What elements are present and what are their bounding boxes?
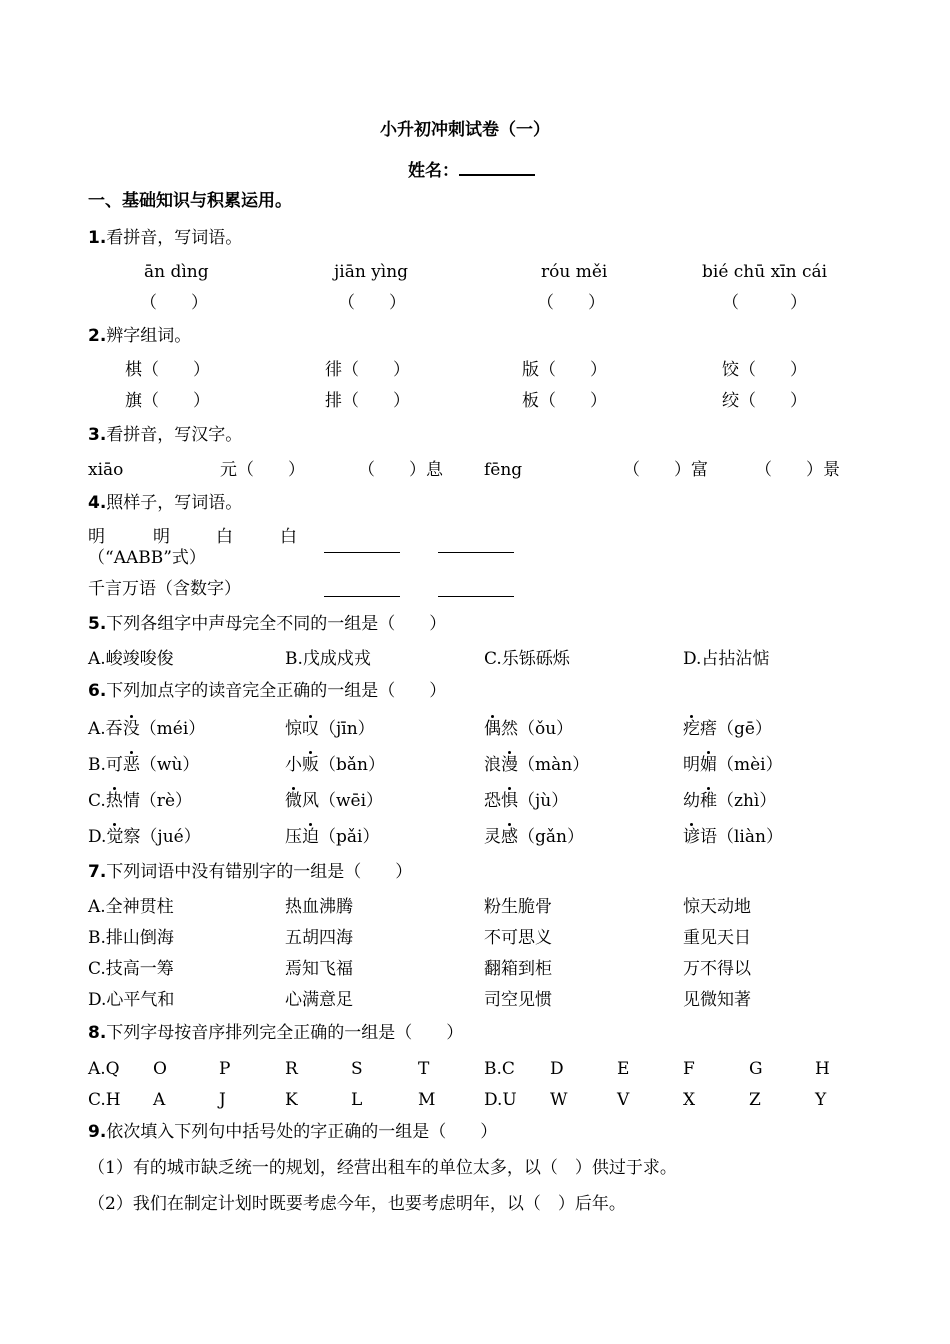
pinyin-xiao: xiāo bbox=[88, 460, 124, 480]
option bbox=[484, 755, 589, 775]
answer-bracket[interactable]: （ ） bbox=[537, 293, 605, 313]
option[interactable]: A.峻竣唆俊 bbox=[88, 649, 174, 669]
option-text: 察（jué） bbox=[123, 827, 201, 847]
option bbox=[683, 791, 776, 811]
letter-item: D.U bbox=[484, 1090, 517, 1110]
letter-item: A bbox=[153, 1090, 166, 1110]
question-text: 下列加点字的读音完全正确的一组是（ ） bbox=[106, 681, 447, 701]
option bbox=[88, 755, 199, 775]
dotted-char: 媚 bbox=[700, 755, 717, 775]
example-char: 明 bbox=[88, 527, 105, 547]
dotted-char: 偶 bbox=[484, 719, 501, 739]
option-text: 明 bbox=[683, 755, 700, 775]
letter-item: M bbox=[418, 1090, 436, 1110]
dotted-char: 漫 bbox=[501, 755, 518, 775]
letter-item: R bbox=[285, 1059, 298, 1079]
pinyin-2: jiān yìng bbox=[334, 262, 409, 282]
option-word: 司空见惯 bbox=[484, 990, 552, 1010]
option-text: （pǎi） bbox=[319, 827, 380, 847]
question-text: 下列字母按音序排列完全正确的一组是（ ） bbox=[106, 1023, 464, 1043]
section-heading: 一、基础知识与积累运用。 bbox=[88, 191, 292, 211]
option-word: 不可思义 bbox=[484, 928, 552, 948]
option-word: B.排山倒海 bbox=[88, 928, 174, 948]
dotted-char: 谚 bbox=[683, 827, 700, 847]
example-note: （“AABB”式） bbox=[88, 548, 206, 568]
dotted-char: 热 bbox=[105, 791, 123, 811]
dotted-char: 贩 bbox=[302, 755, 319, 775]
question-text: 下列各组字中声母完全不同的一组是（ ） bbox=[106, 614, 447, 634]
dotted-char: 疙 bbox=[683, 719, 700, 739]
pinyin-feng: fēng bbox=[484, 460, 523, 480]
option-word: 见微知著 bbox=[683, 990, 751, 1010]
letter-item: A.Q bbox=[88, 1059, 120, 1079]
letter-item: Y bbox=[815, 1090, 827, 1110]
option-text: （wù） bbox=[139, 755, 200, 775]
option-text: 情（rè） bbox=[122, 791, 192, 811]
option bbox=[484, 791, 568, 811]
option-text: （bǎn） bbox=[319, 755, 385, 775]
option-word: C.技高一筹 bbox=[88, 959, 174, 979]
question-number: 1. bbox=[88, 228, 107, 248]
letter-item: O bbox=[153, 1059, 167, 1079]
option bbox=[484, 719, 573, 739]
letter-item: E bbox=[617, 1059, 630, 1079]
answer-blank[interactable] bbox=[324, 582, 400, 602]
dotted-char: 觉 bbox=[106, 827, 124, 847]
name-label: 姓名： bbox=[408, 161, 459, 181]
option-text: （jù） bbox=[518, 791, 569, 811]
option bbox=[285, 719, 375, 739]
word-item: 饺（ ） bbox=[722, 360, 807, 380]
option-text: 幼 bbox=[683, 791, 700, 811]
option-word: 重见天日 bbox=[683, 928, 751, 948]
word-item: 版（ ） bbox=[522, 360, 607, 380]
fill-item: （ ）景 bbox=[755, 460, 840, 480]
letter-item: K bbox=[285, 1090, 298, 1110]
letter-item: F bbox=[683, 1059, 695, 1079]
answer-blank[interactable] bbox=[438, 582, 514, 602]
option-word: 焉知飞福 bbox=[285, 959, 353, 979]
answer-bracket[interactable]: （ ） bbox=[140, 293, 208, 313]
option-word: A.全神贯柱 bbox=[88, 897, 174, 917]
letter-item: W bbox=[550, 1090, 568, 1110]
name-field bbox=[408, 156, 535, 181]
dotted-char: 迫 bbox=[302, 827, 319, 847]
question-number: 3. bbox=[88, 425, 107, 445]
word-item: 旗（ ） bbox=[125, 391, 210, 411]
dotted-char: 稚 bbox=[700, 791, 717, 811]
pinyin-3: róu měi bbox=[541, 262, 608, 282]
question-7 bbox=[88, 862, 412, 882]
question-3 bbox=[88, 425, 242, 445]
option bbox=[683, 719, 772, 739]
letter-item: Z bbox=[749, 1090, 761, 1110]
option-word: 热血沸腾 bbox=[285, 897, 353, 917]
example-char: 明 bbox=[153, 527, 170, 547]
letter-item: J bbox=[219, 1090, 226, 1110]
word-item: 板（ ） bbox=[522, 391, 607, 411]
question-text: 看拼音，写汉字。 bbox=[106, 425, 243, 445]
option-text: C. bbox=[88, 791, 106, 811]
example-char: 白 bbox=[216, 527, 233, 547]
option-text: B.可 bbox=[88, 755, 123, 775]
option-word: 翻箱到柜 bbox=[484, 959, 552, 979]
option bbox=[88, 827, 201, 847]
dotted-char: 感 bbox=[501, 827, 518, 847]
fill-item: （ ）息 bbox=[358, 460, 443, 480]
option[interactable]: B.戊成戍戎 bbox=[285, 649, 371, 669]
example-char: 白 bbox=[280, 527, 297, 547]
option bbox=[285, 791, 383, 811]
dotted-char: 叹 bbox=[302, 719, 319, 739]
answer-blank[interactable] bbox=[438, 538, 514, 558]
option-text: 风（wēi） bbox=[302, 791, 384, 811]
letter-item: C.H bbox=[88, 1090, 121, 1110]
question-2 bbox=[88, 326, 191, 346]
question-1 bbox=[88, 228, 242, 248]
option-word: D.心平气和 bbox=[88, 990, 175, 1010]
option-text: 惊 bbox=[285, 719, 302, 739]
dotted-char: 恶 bbox=[122, 755, 140, 775]
fill-item: 元（ ） bbox=[220, 460, 305, 480]
dotted-char: 微 bbox=[285, 791, 302, 811]
sentence-1: （1）有的城市缺乏统一的规划，经营出租车的单位太多，以（ ）供过于求。 bbox=[88, 1158, 677, 1178]
word-item: 排（ ） bbox=[325, 391, 410, 411]
letter-item: B.C bbox=[484, 1059, 515, 1079]
fill-item: （ ）富 bbox=[623, 460, 708, 480]
question-8 bbox=[88, 1023, 463, 1043]
question-number: 2. bbox=[88, 326, 107, 346]
question-5 bbox=[88, 614, 446, 634]
option-text: 小 bbox=[285, 755, 302, 775]
option-text: A.吞 bbox=[88, 719, 123, 739]
option-text: 浪 bbox=[484, 755, 501, 775]
option bbox=[683, 755, 783, 775]
letter-item: G bbox=[749, 1059, 763, 1079]
letter-item: T bbox=[418, 1059, 430, 1079]
question-text: 依次填入下列句中括号处的字正确的一组是（ ） bbox=[106, 1122, 498, 1142]
letter-item: V bbox=[617, 1090, 630, 1110]
page-title: 小升初冲刺试卷（一） bbox=[380, 120, 550, 140]
option-text: （jīn） bbox=[319, 719, 375, 739]
option bbox=[285, 755, 385, 775]
question-number: 5. bbox=[88, 614, 107, 634]
dotted-char: 没 bbox=[122, 719, 140, 739]
option-text: 语（liàn） bbox=[700, 827, 783, 847]
word-item: 徘（ ） bbox=[325, 360, 410, 380]
answer-blank[interactable] bbox=[324, 538, 400, 558]
answer-bracket[interactable]: （ ） bbox=[338, 293, 406, 313]
answer-bracket[interactable]: （ ） bbox=[722, 293, 807, 313]
option-text: 压 bbox=[285, 827, 302, 847]
question-6 bbox=[88, 681, 446, 701]
option-text: 然（ǒu） bbox=[501, 719, 574, 739]
option-text: 瘩（gē） bbox=[700, 719, 772, 739]
letter-item: D bbox=[550, 1059, 564, 1079]
option bbox=[285, 827, 379, 847]
pinyin-1: ān dìng bbox=[144, 262, 209, 282]
pinyin-4: bié chū xīn cái bbox=[702, 262, 828, 282]
option-word: 粉生脆骨 bbox=[484, 897, 552, 917]
word-item: 棋（ ） bbox=[125, 360, 210, 380]
question-text: 照样子，写词语。 bbox=[106, 493, 243, 513]
option[interactable]: D.占拈沾惦 bbox=[683, 649, 770, 669]
letter-item: P bbox=[219, 1059, 231, 1079]
option bbox=[484, 827, 584, 847]
letter-item: S bbox=[351, 1059, 363, 1079]
dotted-char: 惧 bbox=[501, 791, 518, 811]
option-text: 灵 bbox=[484, 827, 501, 847]
sentence-2: （2）我们在制定计划时既要考虑今年，也要考虑明年，以（ ）后年。 bbox=[88, 1194, 626, 1214]
question-4 bbox=[88, 493, 242, 513]
option-text: （gǎn） bbox=[518, 827, 584, 847]
question-number: 4. bbox=[88, 493, 107, 513]
question-number: 9. bbox=[88, 1122, 107, 1142]
option-word: 惊天动地 bbox=[683, 897, 751, 917]
option bbox=[683, 827, 783, 847]
example-word: 千言万语（含数字） bbox=[88, 579, 241, 599]
option bbox=[88, 719, 205, 739]
option bbox=[88, 791, 192, 811]
question-number: 7. bbox=[88, 862, 107, 882]
option-text: D. bbox=[88, 827, 107, 847]
word-item: 绞（ ） bbox=[722, 391, 807, 411]
option-word: 心满意足 bbox=[285, 990, 353, 1010]
question-text: 辨字组词。 bbox=[106, 326, 192, 346]
question-number: 8. bbox=[88, 1023, 107, 1043]
option-word: 五胡四海 bbox=[285, 928, 353, 948]
name-blank[interactable] bbox=[459, 156, 535, 176]
question-9 bbox=[88, 1122, 497, 1142]
question-text: 看拼音，写词语。 bbox=[106, 228, 243, 248]
option-text: （zhì） bbox=[717, 791, 777, 811]
option-text: （mèi） bbox=[717, 755, 783, 775]
option[interactable]: C.乐铄砾烁 bbox=[484, 649, 570, 669]
option-text: （màn） bbox=[518, 755, 590, 775]
option-text: 恐 bbox=[484, 791, 501, 811]
option-word: 万不得以 bbox=[683, 959, 751, 979]
letter-item: L bbox=[351, 1090, 363, 1110]
question-text: 下列词语中没有错别字的一组是（ ） bbox=[106, 862, 413, 882]
letter-item: X bbox=[683, 1090, 696, 1110]
option-text: （méi） bbox=[139, 719, 206, 739]
letter-item: H bbox=[815, 1059, 830, 1079]
question-number: 6. bbox=[88, 681, 107, 701]
